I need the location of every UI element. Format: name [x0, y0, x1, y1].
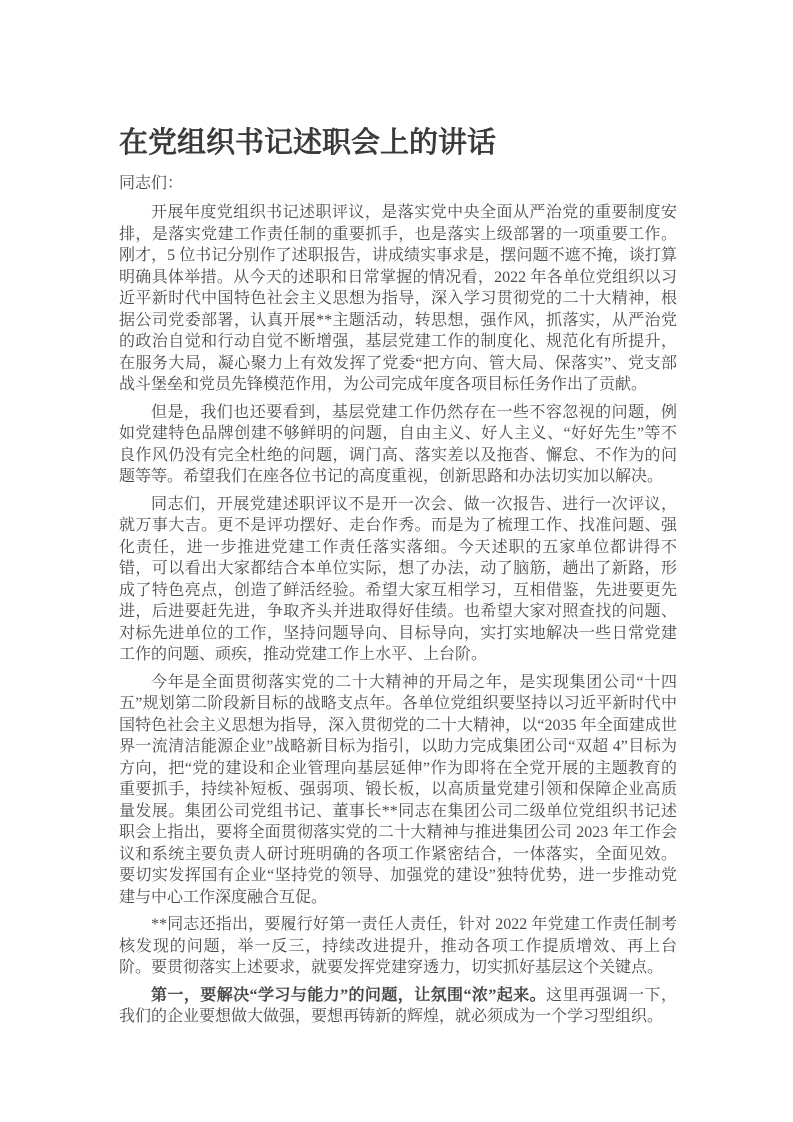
paragraph-purpose: 同志们，开展党建述职评议不是开一次会、做一次报告、进行一次评议，就万事大吉。更不是评功摆好、走台作秀。而是为了梳理工作、找准问题、强化责任，进一步推进党建工作责任落实落细。今天述职的五家单位都讲得不错，可以看出大家都结合本单位实际，想了办法，动了脑筋，趟出了新路，形成了特色亮点，创造了鲜活经验。希望大家互相学习，互相借鉴，先进要更先进，后进要赶先进，争取齐头并进取得好佳绩。也希望大家对照查找的问题、对标先进单位的工作，坚持问题导向、目标导向，实打实地解决一些日常党建工作的问题、顽疾，推动党建工作上水平、上台阶。: [119, 495, 677, 664]
paragraph-first-point-bold-lead: 第一，要解决“学习与能力”的问题，让氛围“浓”起来。: [151, 986, 547, 1004]
paragraph-problems: 但是，我们也还要看到，基层党建工作仍然存在一些不容忽视的问题，例如党建特色品牌创建不够鲜明的问题，自由主义、好人主义、“好好先生”等不良作风仍没有完全杜绝的问题，调门高、落实差以及拖沓、懈怠、不作为的问题等等。希望我们在座各位书记的高度重视，创新思路和办法切实加以解决。: [119, 403, 677, 486]
salutation: 同志们：: [119, 174, 184, 192]
paragraph-opening-review: 开展年度党组织书记述职评议，是落实党中央全面从严治党的重要制度安排，是落实党建工作责任制的重要抓手，也是落实上级部署的一项重要工作。刚才，5 位书记分别作了述职报告，讲成绩实事求是，摆问题不遮不掩，谈打算明确具体举措。从今天的述职和日常掌握的情况看，2022 年各单位党组织以习近平新时代中国特色社会主义思想为指导，深入学习贯彻党的二十大精神，根据公司党委部署，认真开展**主题活动，转思想，强作风，抓落实，从严治党的政治自觉和行动自觉不断增强，基层党建工作的制度化、规范化有所提升，在服务大局，凝心聚力上有效发挥了党委“把方向、管大局、保落实”、党支部战斗堡垒和党员先锋模范作用，为公司完成年度各项目标任务作出了贡献。: [119, 204, 677, 394]
paragraph-first-point-body: 这里再强调一下，我们的企业要想做大做强，要想再铸新的辉煌，就必须成为一个学习型组织。: [119, 986, 677, 1026]
paragraph-first-point: [119, 985, 677, 1028]
document-title: 在党组织书记述职会上的讲话: [119, 127, 497, 159]
paragraph-responsibility: **同志还指出，要履行好第一责任人责任，针对 2022 年党建工作责任制考核发现的问题，举一反三，持续改进提升，推动各项工作提质增效、再上台阶。要贯彻落实上述要求，就要发挥党建穿透力，切实抓好基层这个关键点。: [119, 916, 677, 977]
paragraph-this-year-goals: 今年是全面贯彻落实党的二十大精神的开局之年，是实现集团公司“十四五”规划第二阶段新目标的战略支点年。各单位党组织要坚持以习近平新时代中国特色社会主义思想为指导，深入贯彻党的二十大精神，以“2035 年全面建成世界一流清洁能源企业”战略新目标为指引，以助力完成集团公司“双超 4”目标为方向，把“党的建设和企业管理向基层延伸”作为即将在全党开展的主题教育的重要抓手，持续补短板、强弱项、锻长板，以高质量党建引领和保障企业高质量发展。集团公司党组书记、董事长**同志在集团公司二级单位党组织书记述职会上指出，要将全面贯彻落实党的二十大精神与推进集团公司 2023 年工作会议和系统主要负责人研讨班明确的各项工作紧密结合，一体落实，全面见效。要切实发挥国有企业“坚持党的领导、加强党的建设”独特优势，进一步推动党建与中心工作深度融合互促。: [119, 673, 677, 906]
